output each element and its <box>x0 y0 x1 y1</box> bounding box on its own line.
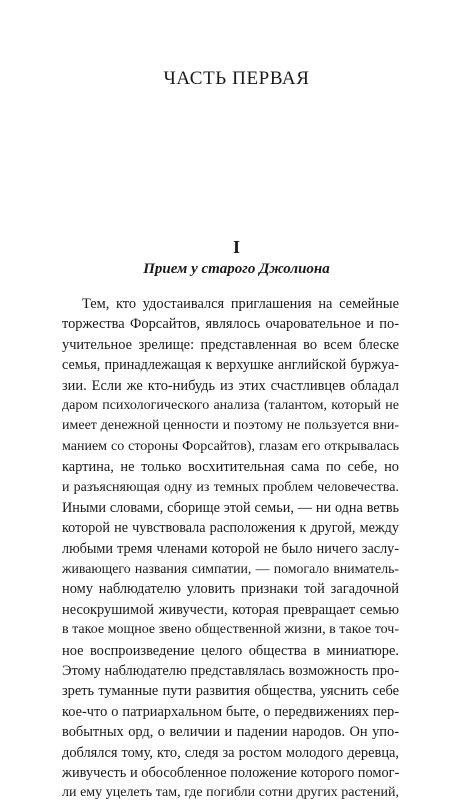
chapter-title: Прием у старого Джолиона <box>143 261 330 277</box>
chapter-body-text <box>62 294 399 804</box>
text-line: несокрушимой живучести, которая превращает семью <box>62 601 399 618</box>
text-line: зии. Если же кто-нибудь из этих счастливцев обладал <box>62 377 399 394</box>
text-line: вобытных орд, о величии и падении народов. Он упо- <box>62 724 399 741</box>
text-line: ное воспроизведение целого общества в миниатюре. <box>62 642 399 659</box>
text-line: Иными словами, сборище этой семьи, — ни одна ветвь <box>62 499 399 516</box>
text-line: живучесть и обособленное положение которого помог- <box>62 764 400 781</box>
text-line: и разъясняющая одну из темных проблем человечества. <box>62 479 399 495</box>
text-line: картина, не только восхитительная сама по себе, но <box>62 459 399 476</box>
part-title: ЧАСТЬ ПЕРВАЯ <box>163 68 310 89</box>
text-line: торжества Форсайтов, являлось очаровательное и по- <box>62 316 399 333</box>
text-line: живающего названия симпатии, — помогало вниматель- <box>62 561 399 577</box>
chapter-number: I <box>232 237 240 257</box>
text-line: зреть туманные пути развития общества, уяснить себе <box>62 683 399 700</box>
text-line: ли ему уцелеть там, где погибли сотни других растений, <box>62 785 399 801</box>
text-line: ному наблюдателю уловить признаки той загадочной <box>62 581 399 598</box>
text-line: в такое мощное звено общественной жизни, в такое точ- <box>62 622 399 638</box>
text-line: учительное зрелище: представленная во всем блеске <box>62 336 399 353</box>
text-line: любыми тремя членами которой не было ничего заслу- <box>62 540 399 557</box>
text-line: манием со стороны Форсайтов), глазам его открывалась <box>62 438 399 454</box>
text-line: Этому наблюдателю представлялась возможность про- <box>62 663 399 680</box>
text-line: семья, принадлежащая к верхушке английской буржуа- <box>62 357 399 374</box>
text-line: Тем, кто удостаивался приглашения на семейные <box>82 296 399 312</box>
text-line: доблялся тому, кто, следя за ростом молодого деревца, <box>62 744 399 761</box>
text-line: которой не чувствовала расположения к другой, между <box>62 520 399 537</box>
text-line: даром психологического анализа (талантом, который не <box>62 397 399 413</box>
text-line: имеет денежной ценности и поэтому не пользуется вни- <box>62 418 399 434</box>
text-line: кое-что о патриархальном быте, о передвижениях пер- <box>62 703 399 720</box>
